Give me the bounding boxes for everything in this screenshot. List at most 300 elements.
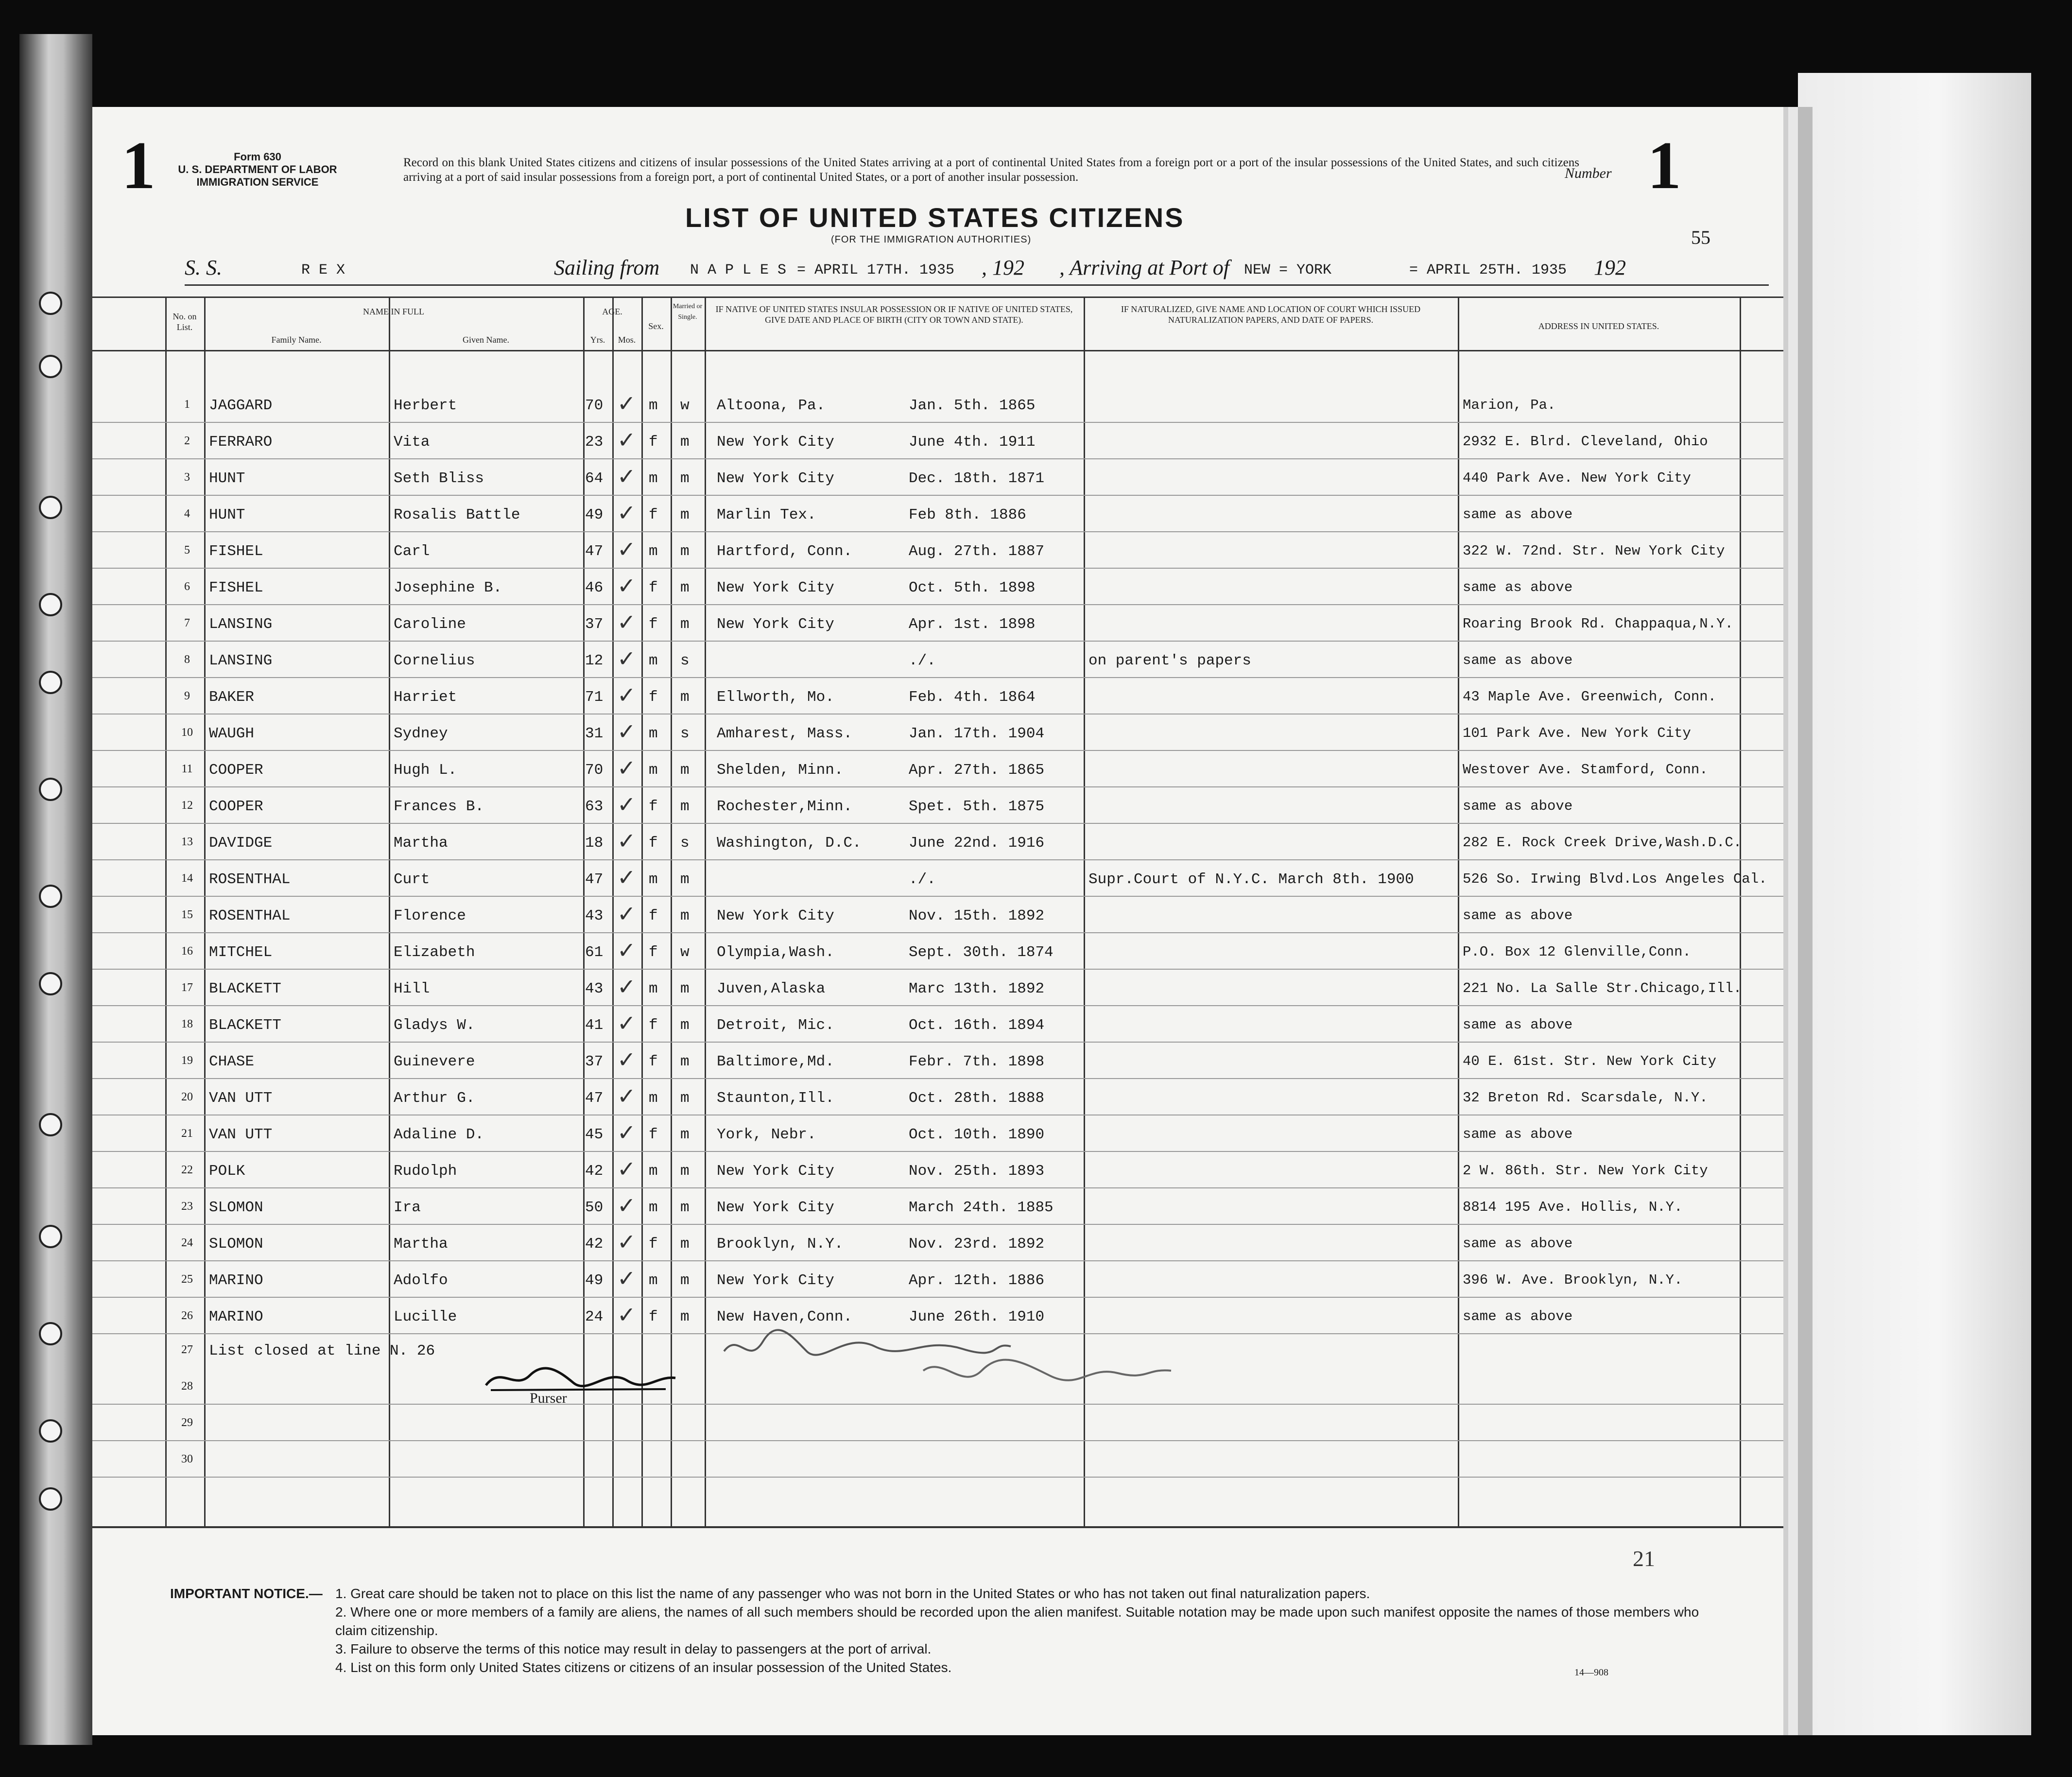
- table-row: [92, 1152, 1783, 1188]
- birth-place: Baltimore,Md.: [717, 1053, 834, 1070]
- address: same as above: [1463, 1308, 1573, 1324]
- row-number: 14: [181, 872, 193, 885]
- age-years: 50: [585, 1199, 604, 1216]
- check-mark: ✓: [617, 1119, 636, 1146]
- birth-date: Nov. 15th. 1892: [909, 907, 1045, 924]
- sex: f: [649, 798, 658, 815]
- sex: f: [649, 907, 658, 924]
- address: 2932 E. Blrd. Cleveland, Ohio: [1463, 434, 1708, 450]
- table-row: [92, 386, 1783, 423]
- table-row: [92, 897, 1783, 933]
- sex: f: [649, 689, 658, 706]
- family-name: HUNT: [209, 506, 245, 523]
- page-stamp: 55: [1691, 226, 1710, 248]
- age-years: 46: [585, 579, 604, 596]
- sex: f: [649, 434, 658, 451]
- row-number: 9: [184, 690, 190, 702]
- check-mark: ✓: [617, 427, 636, 453]
- family-name: LANSING: [209, 616, 273, 633]
- page-title: LIST OF UNITED STATES CITIZENS: [685, 202, 1185, 233]
- age-years: 63: [585, 798, 604, 815]
- birth-date: Oct. 16th. 1894: [909, 1017, 1045, 1034]
- age-years: 24: [585, 1308, 604, 1325]
- check-mark: ✓: [617, 718, 636, 745]
- check-mark: ✓: [617, 573, 636, 599]
- address: 396 W. Ave. Brooklyn, N.Y.: [1463, 1272, 1683, 1288]
- family-name: FERRARO: [209, 434, 273, 451]
- marital-status: m: [680, 434, 690, 451]
- table-row: [92, 1043, 1783, 1079]
- row-number: 16: [181, 945, 193, 958]
- birth-place: New York City: [717, 1272, 834, 1289]
- table-row: [92, 860, 1783, 897]
- family-name: VAN UTT: [209, 1090, 273, 1107]
- ss-label: S. S.: [185, 256, 222, 279]
- family-name: CHASE: [209, 1053, 255, 1070]
- address: 32 Breton Rd. Scarsdale, N.Y.: [1463, 1090, 1708, 1106]
- birth-place: New York City: [717, 1199, 834, 1216]
- given-name: Arthur G.: [394, 1090, 475, 1107]
- sex: m: [649, 871, 658, 888]
- address: 282 E. Rock Creek Drive,Wash.D.C.: [1463, 835, 1742, 851]
- family-name: MARINO: [209, 1308, 263, 1325]
- check-mark: ✓: [617, 1302, 636, 1328]
- address: same as above: [1463, 907, 1573, 923]
- family-name: FISHEL: [209, 579, 263, 596]
- table-row: [92, 605, 1783, 642]
- notice-items: [335, 1585, 1725, 1677]
- birth-place: Marlin Tex.: [717, 506, 816, 523]
- col-header-sex: Sex.: [648, 321, 664, 331]
- instructions-text: Record on this blank United States citizens and citizens of insular possessions of the United States arriving at a port of continental United States from a foreign port or a port of the insular possessions of the United States, and such citizens arriving at a port of said insular possessions from a foreign port, a port of continental United States, or a port of another insular possession.: [403, 156, 1579, 184]
- col-header-yrs: Yrs.: [590, 335, 605, 345]
- family-name: JAGGARD: [209, 397, 273, 414]
- table-row: [92, 1115, 1783, 1152]
- sex: m: [649, 1199, 658, 1216]
- address: same as above: [1463, 579, 1573, 595]
- sex: m: [649, 1090, 658, 1107]
- given-name: Ira: [394, 1199, 421, 1216]
- sailing-label: Sailing from: [554, 256, 660, 279]
- given-name: Carl: [394, 543, 430, 560]
- arrival-port: NEW = YORK: [1244, 262, 1332, 279]
- sex: m: [649, 1272, 658, 1289]
- corner-number: 21: [1633, 1546, 1655, 1571]
- birth-date: ./.: [909, 652, 936, 669]
- manifest-page: [92, 107, 1783, 1735]
- row-number: 17: [181, 981, 193, 994]
- col-header-naturalized: IF NATURALIZED, GIVE NAME AND LOCATION OF COURT WHICH ISSUED NATURALIZATION PAPERS, AND DATE OF PAPERS.: [1121, 304, 1421, 325]
- birth-date: June 4th. 1911: [909, 434, 1036, 451]
- arrival-date: = APRIL 25TH. 1935: [1409, 262, 1567, 279]
- sex: m: [649, 725, 658, 742]
- table-row: [92, 532, 1783, 569]
- birth-date: Feb 8th. 1886: [909, 506, 1026, 523]
- address: 440 Park Ave. New York City: [1463, 470, 1691, 486]
- given-name: Martha: [394, 835, 448, 852]
- table-row: [92, 1261, 1783, 1298]
- row-number: 1: [184, 398, 190, 411]
- address: P.O. Box 12 Glenville,Conn.: [1463, 944, 1691, 960]
- check-mark: ✓: [617, 1010, 636, 1036]
- marital-status: m: [680, 762, 690, 779]
- check-mark: ✓: [617, 536, 636, 562]
- birth-date: Apr. 12th. 1886: [909, 1272, 1045, 1289]
- table-row: [92, 970, 1783, 1006]
- row-number: 15: [181, 908, 193, 921]
- naturalization: Supr.Court of N.Y.C. March 8th. 1900: [1088, 871, 1414, 888]
- row-number: 29: [181, 1416, 193, 1429]
- age-years: 41: [585, 1017, 604, 1034]
- col-header-address: ADDRESS IN UNITED STATES.: [1538, 321, 1659, 331]
- marital-status: m: [680, 1017, 690, 1034]
- check-mark: ✓: [617, 901, 636, 927]
- family-name: ROSENTHAL: [209, 907, 291, 924]
- binder-hole: [39, 1322, 62, 1345]
- birth-place: Washington, D.C.: [717, 835, 862, 852]
- address: 101 Park Ave. New York City: [1463, 725, 1691, 741]
- age-years: 43: [585, 980, 604, 997]
- check-mark: ✓: [617, 1083, 636, 1109]
- marital-status: m: [680, 980, 690, 997]
- sex: f: [649, 1126, 658, 1143]
- age-years: 23: [585, 434, 604, 451]
- address: same as above: [1463, 798, 1573, 814]
- table-row: [92, 678, 1783, 714]
- marital-status: s: [680, 652, 690, 669]
- col-header-age: AGE.: [602, 307, 622, 316]
- age-years: 64: [585, 470, 604, 487]
- family-name: POLK: [209, 1163, 245, 1180]
- inspector-signature: [719, 1322, 1181, 1400]
- birth-date: Dec. 18th. 1871: [909, 470, 1045, 487]
- marital-status: m: [680, 1199, 690, 1216]
- sex: m: [649, 1163, 658, 1180]
- row-number: 22: [181, 1164, 193, 1176]
- marital-status: s: [680, 835, 690, 852]
- given-name: Cornelius: [394, 652, 475, 669]
- row-number: 8: [184, 653, 190, 666]
- table-row: [92, 496, 1783, 532]
- sailing-date: = APRIL 17TH. 1935: [797, 262, 955, 279]
- purser-label: Purser: [530, 1390, 567, 1406]
- check-mark: ✓: [617, 1265, 636, 1291]
- table-top-border: [92, 296, 1783, 298]
- given-name: Rudolph: [394, 1163, 457, 1180]
- empty-table-row: [92, 1441, 1783, 1478]
- address: Westover Ave. Stamford, Conn.: [1463, 762, 1708, 778]
- check-mark: ✓: [617, 609, 636, 635]
- address: same as above: [1463, 1236, 1573, 1252]
- binder-hole: [39, 496, 62, 519]
- marital-status: m: [680, 1272, 690, 1289]
- binder-hole: [39, 593, 62, 616]
- row-number: 24: [181, 1237, 193, 1249]
- sex: m: [649, 652, 658, 669]
- address: 526 So. Irwing Blvd.Los Angeles Cal.: [1463, 871, 1767, 887]
- family-name: LANSING: [209, 652, 273, 669]
- age-years: 71: [585, 689, 604, 706]
- family-name: BLACKETT: [209, 980, 281, 997]
- given-name: Caroline: [394, 616, 466, 633]
- given-name: Harriet: [394, 689, 457, 706]
- table-row: [92, 933, 1783, 970]
- birth-date: Spet. 5th. 1875: [909, 798, 1045, 815]
- row-number: 7: [184, 617, 190, 629]
- given-name: Gladys W.: [394, 1017, 475, 1034]
- sex: f: [649, 1236, 658, 1253]
- col-header-family: Family Name.: [271, 335, 322, 345]
- family-name: BLACKETT: [209, 1017, 281, 1034]
- age-years: 47: [585, 871, 604, 888]
- birth-place: Altoona, Pa.: [717, 397, 826, 414]
- marital-status: m: [680, 616, 690, 633]
- row-number: 12: [181, 799, 193, 812]
- age-years: 45: [585, 1126, 604, 1143]
- row-number: 25: [181, 1273, 193, 1286]
- birth-date: Apr. 1st. 1898: [909, 616, 1036, 633]
- marital-status: m: [680, 1163, 690, 1180]
- check-mark: ✓: [617, 390, 636, 417]
- binder-hole: [39, 885, 62, 908]
- row-number: 13: [181, 836, 193, 848]
- given-name: Sydney: [394, 725, 448, 742]
- binder-hole: [39, 778, 62, 801]
- birth-date: March 24th. 1885: [909, 1199, 1053, 1216]
- birth-date: Febr. 7th. 1898: [909, 1053, 1045, 1070]
- age-years: 42: [585, 1236, 604, 1253]
- row-number: 26: [181, 1309, 193, 1322]
- address: 322 W. 72nd. Str. New York City: [1463, 543, 1725, 559]
- next-page-edge: [1798, 73, 2031, 1735]
- given-name: Herbert: [394, 397, 457, 414]
- marital-status: m: [680, 1090, 690, 1107]
- table-header-border: [92, 350, 1783, 351]
- table-row: [92, 642, 1783, 678]
- binder-hole: [39, 1225, 62, 1248]
- birth-date: Jan. 5th. 1865: [909, 397, 1036, 414]
- age-years: 49: [585, 1272, 604, 1289]
- year-suffix-1: , 192: [982, 256, 1024, 279]
- check-mark: ✓: [617, 645, 636, 672]
- ship-name: R E X: [301, 262, 345, 279]
- check-mark: ✓: [617, 864, 636, 890]
- marital-status: s: [680, 725, 690, 742]
- row-number: 10: [181, 726, 193, 739]
- address: 40 E. 61st. Str. New York City: [1463, 1053, 1717, 1069]
- given-name: Adolfo: [394, 1272, 448, 1289]
- age-years: 18: [585, 835, 604, 852]
- given-name: Josephine B.: [394, 579, 502, 596]
- table-row: [92, 423, 1783, 459]
- table-row: [92, 1225, 1783, 1261]
- binder-hole: [39, 671, 62, 694]
- given-name: Martha: [394, 1236, 448, 1253]
- check-mark: ✓: [617, 682, 636, 708]
- table-row: [92, 751, 1783, 787]
- col-header-mos: Mos.: [618, 335, 636, 345]
- address: Marion, Pa.: [1463, 397, 1556, 413]
- given-name: Elizabeth: [394, 944, 475, 961]
- birth-date: Aug. 27th. 1887: [909, 543, 1045, 560]
- row-rule: [92, 1477, 1783, 1478]
- birth-place: Brooklyn, N.Y.: [717, 1236, 844, 1253]
- family-name: COOPER: [209, 798, 263, 815]
- col-header-name: NAME IN FULL: [363, 307, 424, 316]
- marital-status: w: [680, 397, 690, 414]
- binder-hole: [39, 972, 62, 995]
- marital-status: m: [680, 543, 690, 560]
- birth-place: New York City: [717, 907, 834, 924]
- family-name: WAUGH: [209, 725, 255, 742]
- age-years: 43: [585, 907, 604, 924]
- birth-date: Marc 13th. 1892: [909, 980, 1045, 997]
- sailing-port: N A P L E S: [690, 262, 787, 279]
- row-number: 11: [181, 763, 193, 775]
- family-name: COOPER: [209, 762, 263, 779]
- number-value: 1: [1647, 128, 1681, 203]
- address: same as above: [1463, 1017, 1573, 1033]
- table-row: [92, 569, 1783, 605]
- notice-item: 3. Failure to observe the terms of this notice may result in delay to passengers at the port of arrival.: [335, 1641, 932, 1656]
- marital-status: m: [680, 579, 690, 596]
- marital-status: m: [680, 871, 690, 888]
- service-name: IMMIGRATION SERVICE: [196, 176, 319, 188]
- sex: f: [649, 1053, 658, 1070]
- row-number: 4: [184, 507, 190, 520]
- sex: m: [649, 470, 658, 487]
- age-years: 37: [585, 1053, 604, 1070]
- age-years: 42: [585, 1163, 604, 1180]
- row-number: 27: [181, 1343, 193, 1356]
- birth-date: Nov. 23rd. 1892: [909, 1236, 1045, 1253]
- family-name: MARINO: [209, 1272, 263, 1289]
- address: 8814 195 Ave. Hollis, N.Y.: [1463, 1199, 1683, 1215]
- given-name: Rosalis Battle: [394, 506, 520, 523]
- birth-place: New York City: [717, 616, 834, 633]
- table-row: [92, 787, 1783, 824]
- family-name: BAKER: [209, 689, 255, 706]
- family-name: VAN UTT: [209, 1126, 273, 1143]
- birth-place: New York City: [717, 579, 834, 596]
- check-mark: ✓: [617, 1192, 636, 1219]
- row-number: 19: [181, 1054, 193, 1067]
- table-bottom-border: [92, 1526, 1783, 1528]
- address: same as above: [1463, 652, 1573, 668]
- marital-status: m: [680, 470, 690, 487]
- page-subtitle: (FOR THE IMMIGRATION AUTHORITIES): [831, 234, 1032, 245]
- notice-label: IMPORTANT NOTICE.—: [170, 1586, 323, 1601]
- sex: f: [649, 506, 658, 523]
- birth-place: New York City: [717, 1163, 834, 1180]
- address: 221 No. La Salle Str.Chicago,Ill.: [1463, 980, 1742, 996]
- family-name: ROSENTHAL: [209, 871, 291, 888]
- marital-status: m: [680, 907, 690, 924]
- voyage-line: [185, 255, 1769, 284]
- sex: m: [649, 397, 658, 414]
- form-number: Form 630: [234, 151, 281, 163]
- family-name: SLOMON: [209, 1199, 263, 1216]
- birth-place: Rochester,Minn.: [717, 798, 853, 815]
- row-number: 30: [181, 1453, 193, 1465]
- check-mark: ✓: [617, 500, 636, 526]
- age-years: 12: [585, 652, 604, 669]
- check-mark: ✓: [617, 1156, 636, 1182]
- marital-status: m: [680, 1053, 690, 1070]
- arriving-label: , Arriving at Port of: [1059, 256, 1229, 279]
- age-years: 47: [585, 543, 604, 560]
- family-name: FISHEL: [209, 543, 263, 560]
- sex: f: [649, 1308, 658, 1325]
- marital-status: w: [680, 944, 690, 961]
- row-number: 28: [181, 1380, 193, 1393]
- notice-item: 1. Great care should be taken not to place on this list the name of any passenger who was not born in the United States or who has not taken out final naturalization papers.: [335, 1586, 1370, 1601]
- age-years: 49: [585, 506, 604, 523]
- sex: f: [649, 944, 658, 961]
- given-name: Lucille: [394, 1308, 457, 1325]
- col-header-birth: IF NATIVE OF UNITED STATES INSULAR POSSESSION OR IF NATIVE OF UNITED STATES, GIVE DATE AND PLACE OF BIRTH (CITY OR TOWN AND STATE).: [715, 304, 1073, 325]
- birth-date: Oct. 10th. 1890: [909, 1126, 1045, 1143]
- row-number: 2: [184, 435, 190, 447]
- birth-place: Ellworth, Mo.: [717, 689, 834, 706]
- row-number: 6: [184, 580, 190, 593]
- table-row: [92, 824, 1783, 860]
- naturalization: on parent's papers: [1088, 652, 1251, 669]
- notice-item: 4. List on this form only United States citizens or citizens of an insular possession of the United States.: [335, 1660, 952, 1675]
- footer-code: 14—908: [1574, 1667, 1608, 1678]
- sex: m: [649, 762, 658, 779]
- birth-place: New York City: [717, 470, 834, 487]
- given-name: Seth Bliss: [394, 470, 484, 487]
- marital-status: m: [680, 689, 690, 706]
- table-row: [92, 1006, 1783, 1043]
- birth-place: Staunton,Ill.: [717, 1090, 834, 1107]
- binder-hole: [39, 292, 62, 315]
- given-name: Guinevere: [394, 1053, 475, 1070]
- family-name: SLOMON: [209, 1236, 263, 1253]
- birth-place: Hartford, Conn.: [717, 543, 853, 560]
- list-closed-text: List closed at line N. 26: [209, 1342, 435, 1359]
- age-years: 70: [585, 397, 604, 414]
- given-name: Curt: [394, 871, 430, 888]
- age-years: 70: [585, 762, 604, 779]
- table-row: [92, 714, 1783, 751]
- sheet-number-left: 1: [121, 128, 155, 203]
- check-mark: ✓: [617, 1046, 636, 1073]
- row-number: 5: [184, 544, 190, 557]
- birth-date: ./.: [909, 871, 936, 888]
- empty-table-row: [92, 1405, 1783, 1441]
- family-name: MITCHEL: [209, 944, 273, 961]
- birth-date: Oct. 28th. 1888: [909, 1090, 1045, 1107]
- birth-place: New York City: [717, 434, 834, 451]
- birth-place: Detroit, Mic.: [717, 1017, 834, 1034]
- given-name: Frances B.: [394, 798, 484, 815]
- birth-place: Juven,Alaska: [717, 980, 826, 997]
- birth-date: June 22nd. 1916: [909, 835, 1045, 852]
- family-name: HUNT: [209, 470, 245, 487]
- form-header: [155, 151, 360, 189]
- check-mark: ✓: [617, 463, 636, 489]
- birth-place: New Haven,Conn.: [717, 1308, 853, 1325]
- sex: m: [649, 543, 658, 560]
- given-name: Adaline D.: [394, 1126, 484, 1143]
- birth-date: Apr. 27th. 1865: [909, 762, 1045, 779]
- address: 43 Maple Ave. Greenwich, Conn.: [1463, 689, 1717, 705]
- age-years: 37: [585, 616, 604, 633]
- given-name: Hugh L.: [394, 762, 457, 779]
- col-header-given: Given Name.: [463, 335, 509, 345]
